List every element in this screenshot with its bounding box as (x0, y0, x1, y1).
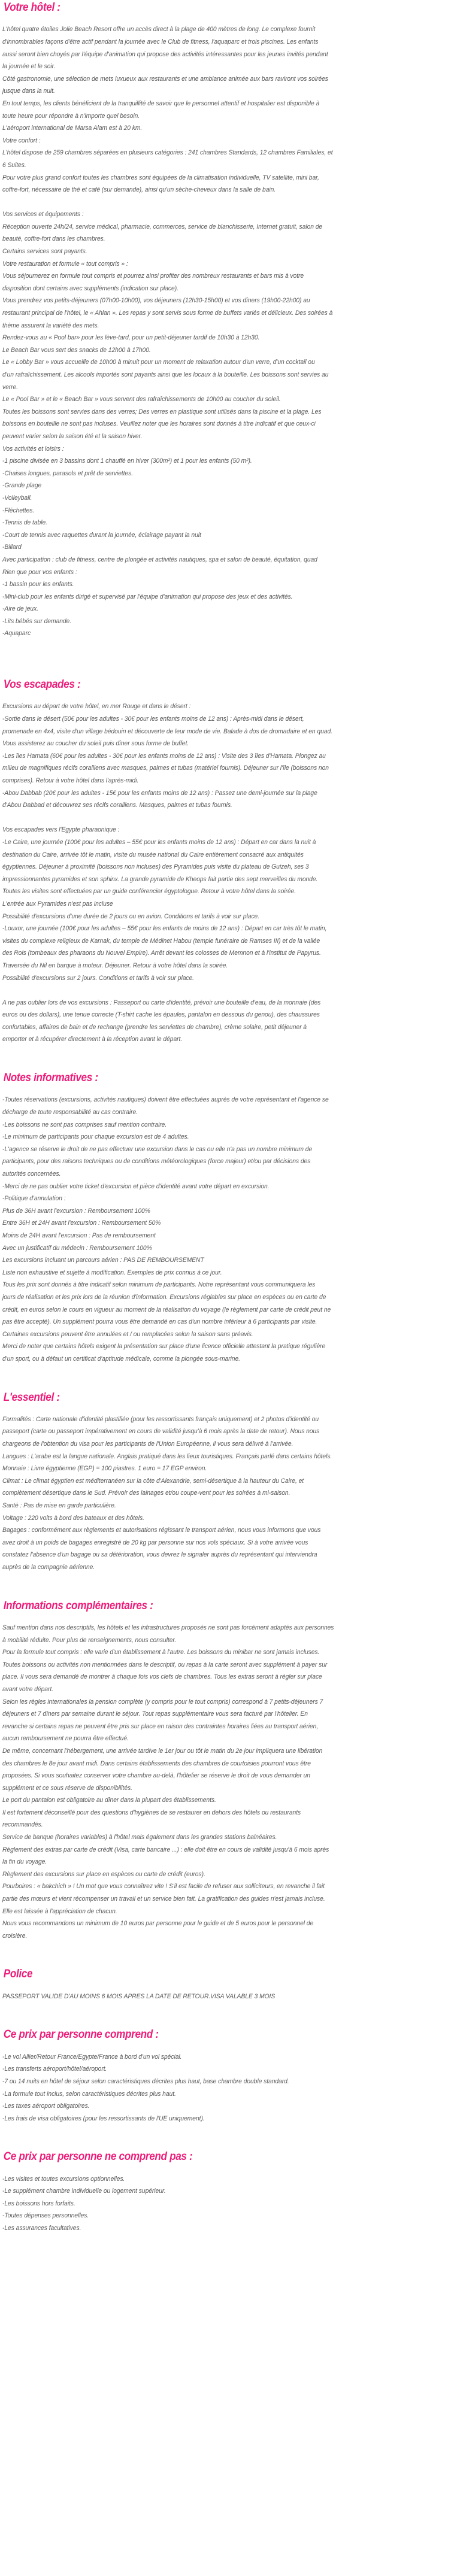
body-line: Règlement des extras par carte de crédit (Visa, carte bancaire ...) : elle doit être en cours de validité jusqu'à 6 mois après (2, 1846, 329, 1853)
body-line: Avec un justificatif du médecin : Remboursement 100% (2, 1244, 152, 1252)
body-line: d'innombrables façons d'être actif pendant la journée avec le Club de fitness, l'aquaparc et trois piscines. Les enfants (2, 38, 319, 45)
body-line: -Volleyball. (2, 494, 32, 502)
section-gap (2, 1574, 452, 1598)
body-line: -Aire de jeux. (2, 605, 39, 613)
body-line: -Les assurances facultatives. (2, 2225, 81, 2232)
body-line: -Le vol Allier/Retour France/Egypte/France à bord d'un vol spécial. (2, 2053, 182, 2061)
body-line: Vous prendrez vos petits-déjeuners (07h00-10h00), vos déjeuners (12h30-15h00) et vos dîners (19h00-22h00) au (2, 297, 310, 305)
section-gap (2, 1366, 452, 1390)
body-line: emporter et à récupérer directement à la réception avant le départ. (2, 1036, 183, 1043)
body-line: Les excursions incluant un parcours aérien : PAS DE REMBOURSEMENT (2, 1257, 204, 1264)
body-line: recommandés. (2, 1821, 43, 1829)
title-spacer (2, 1984, 452, 1991)
section-title-l-essentiel: L'essentiel : (3, 1390, 60, 1404)
body-line: Elle est laissée à l'appréciation de chacun. (2, 1907, 117, 1915)
body-line: Pour la formule tout compris : elle varie d'un établissement à l'autre. Les boissons du minibar ne sont jamais incluses. (2, 1649, 320, 1656)
section-title-vos-escapades: Vos escapades : (3, 678, 81, 691)
body-line: complètement désertique dans le Sud. Prévoir des lainages et/ou coupe-vent pour les soirées à mi-saison. (2, 1489, 290, 1497)
section-gap (2, 640, 452, 677)
body-line: la fin du voyage. (2, 1858, 47, 1866)
body-line: des Rois (tombeaux des pharaons du Nouvel Empire). Arrêt devant les colosses de Memnon et à l'institut de Papyrus. (2, 949, 321, 957)
body-line: Liste non exhaustive et sujette à modification. Exemples de prix connus à ce jour. (2, 1269, 222, 1276)
body-line: aussi seront bien choyés par l'équipe d'animation qui propose des activités intéressantes pour les jeunes invités pendant (2, 50, 328, 58)
body-line: Tous les prix sont donnés à titre indicatif selon minimum de participants. Notre représentant vous communiquera les (2, 1281, 316, 1289)
body-line: d'un rafraîchissement. Les alcools importés sont payants ainsi que les locaux à la bouteille. Les boissons sont servies au (2, 371, 329, 378)
body-line: -Chaises longues, parasols et prêt de serviettes. (2, 469, 134, 477)
body-line: Bagages : conformément aux règlements et autorisations régissant le transport aérien, nous vous informons que vous (2, 1527, 321, 1534)
body-line: décharge de toute responsabilité au cas contraire. (2, 1109, 138, 1116)
body-line: passeport (carte ou passeport impérativement en cours de validité jusqu'à 6 mois après la date de retour). Nous nous (2, 1428, 320, 1436)
title-spacer (2, 2167, 452, 2173)
body-line: place. Il vous sera demandé de montrer à chaque fois vos clefs de chambres. Tous les extras seront à régler sur place (2, 1673, 322, 1681)
body-line: à mobilité réduite. Pour plus de renseignements, nous consulter. (2, 1636, 177, 1644)
body-line: Entre 36H et 24H avant l'excursion : Remboursement 50% (2, 1219, 161, 1227)
title-spacer (2, 694, 452, 700)
body-line: supplément et ce sous réserve de disponibilités. (2, 1784, 132, 1792)
body-line: Monnaie : Livre égyptienne (EGP) = 100 piastres. 1 euro = 17 EGP environ. (2, 1465, 207, 1473)
body-line: -Fléchettes. (2, 506, 35, 514)
body-line: Côté gastronomie, une sélection de mets luxueux aux restaurants et une ambiance animée aux bars raviront vos soirées (2, 75, 328, 83)
body-line: Le Beach Bar vous sert des snacks de 12h00 à 17h00. (2, 346, 151, 354)
body-line: -7 ou 14 nuits en hôtel de séjour selon caractéristiques décrites plus haut, base chambre double standard. (2, 2077, 289, 2085)
body-line: L'aéroport international de Marsa Alam est à 20 km. (2, 125, 143, 132)
body-line: Vous séjournerez en formule tout compris et pourrez ainsi profiter des nombreux restaurants et bars mis à votre (2, 272, 304, 280)
body-line: -Aquaparc (2, 630, 31, 638)
section-title-informations-complementaires: Informations complémentaires : (3, 1598, 153, 1612)
body-line: Certains services sont payants. (2, 248, 87, 256)
body-line: Il est fortement déconseillé pour des questions d'hygiènes de se restaurer en dehors des hôtels ou restaurants (2, 1809, 301, 1816)
section-title-notes-informatives: Notes informatives : (3, 1071, 98, 1085)
body-line: Règlement des excursions sur place en espèces ou carte de crédit (euros). (2, 1870, 205, 1878)
paragraph-break (2, 812, 452, 824)
section-title-ce-prix-comprend: Ce prix par personne comprend : (3, 2028, 159, 2041)
body-line: Langues : L'arabe est la langue nationale. Anglais pratiqué dans les lieux touristiques. Français parlé dans certains hôtels. (2, 1452, 332, 1460)
body-line: -Les boissons hors forfaits. (2, 2199, 75, 2207)
body-line: verre. (2, 383, 19, 391)
section-title-votre-hotel: Votre hôtel : (3, 1, 60, 14)
body-line: restaurant principal de l'hôtel, le « Ahlan ». Les repas y sont servis sous forme de buffets variés et délicieux. Des soirées à (2, 310, 333, 317)
body-line: PASSEPORT VALIDE D'AU MOINS 6 MOIS APRES LA DATE DE RETOUR.VISA VALABLE 3 MOIS (2, 1992, 276, 2000)
title-spacer (2, 1407, 452, 1413)
body-line: comprises). Retour à votre hôtel dans l'après-midi. (2, 777, 139, 784)
body-line: crédit, en euros selon le cours en vigueur au moment de la réalisation du voyage (le règlement par carte de crédit peut ne (2, 1306, 331, 1313)
body-line: destination du Caire, arrivée tôt le matin, visite du musée national du Caire entièrement consacré aux antiquités (2, 851, 304, 858)
body-line: -Tennis de table. (2, 519, 47, 527)
body-line: peuvent varier selon la saison été et la saison hiver. (2, 432, 143, 440)
body-line: d'un sport, ou à défaut un certificat d'aptitude médicale, comme la plongée sous-marine. (2, 1355, 240, 1363)
body-line: Vos services et équipements : (2, 211, 84, 219)
paragraph-break (2, 984, 452, 997)
body-line: Votre restauration et formule « tout compris » : (2, 260, 128, 268)
body-line: partie des mœurs et vient récompenser un travail et un service bien fait. La gratification des guides n'est jamais incluse. (2, 1895, 325, 1903)
body-line: toute heure pour répondre à n'importe quel besoin. (2, 112, 140, 120)
body-line: Excursions au départ de votre hôtel, en mer Rouge et dans le désert : (2, 703, 191, 711)
body-line: boissons en bouteille ne sont pas incluses. Veuillez noter que les horaires sont donnés à titre indicatif et que ceux-ci (2, 420, 316, 428)
section-gap (2, 1046, 452, 1070)
body-line: Toutes les visites sont effectuées par un guide conférencier égyptologue. Retour à votre hôtel dans la soirée. (2, 888, 296, 896)
body-line: proposées. Si vous souhaitez conserver votre chambre au-delà, l'hôtelier se réserve le droit de vous demander un (2, 1772, 311, 1780)
body-line: Nous vous recommandons un minimum de 10 euros par personne pour le guide et de 5 euros pour le personnel de (2, 1920, 314, 1928)
body-line: Service de banque (horaires variables) à l'hôtel mais également dans les grandes stations balnéaires. (2, 1834, 277, 1841)
body-line: -Politique d'annulation : (2, 1195, 66, 1203)
body-line: -Merci de ne pas oublier votre ticket d'excursion et pièce d'identité avant votre départ en excursion. (2, 1182, 270, 1190)
body-line: -Abou Dabbab (20€ pour les adultes - 15€ pour les enfants moins de 12 ans) : Passez une demi-journée sur la plage (2, 789, 317, 797)
body-line: autorités concernées. (2, 1170, 61, 1178)
body-line: avant votre départ. (2, 1685, 53, 1693)
body-line: avez droit à un poids de bagages enregistré de 20 kg par personne sur nos vols spéciaux. Si à votre arrivée vous (2, 1539, 308, 1546)
body-line: -Les frais de visa obligatoires (pour les ressortissants de l'UE uniquement). (2, 2114, 205, 2122)
body-line: Toutes les boissons sont servies dans des verres; Des verres en plastique sont utilisés dans la piscine et la plage. Les (2, 408, 322, 415)
body-line: -La formule tout inclus, selon caractéristiques décrites plus haut. (2, 2090, 176, 2098)
body-line: -Louxor, une journée (100€ pour les adultes – 55€ pour les enfants de moins de 12 ans) : Départ en car très tôt le matin, (2, 925, 327, 933)
body-line: Merci de noter que certains hôtels exigent la présentation sur place d'une licence officielle attestant la pratique régulière (2, 1343, 326, 1351)
title-spacer (2, 2044, 452, 2051)
sections-container (2, 0, 452, 2235)
body-line: Toutes boissons ou activités non mentionnées dans le descriptif, ou repas à la carte seront avec supplément à payer sur (2, 1661, 328, 1668)
body-line: euros ou des dollars), une tenue correcte (T-shirt cache les épaules, pantalon en dessous du genou), des chaussures (2, 1011, 320, 1019)
section-title-police: Police (3, 1967, 33, 1981)
section-title-ce-prix-ne-comprend-pas: Ce prix par personne ne comprend pas : (3, 2150, 193, 2164)
body-line: confortables, affaires de bain et de rechange (prendre les serviettes de chambre), crème solaire, petit déjeuner à (2, 1023, 307, 1031)
paragraph-break (2, 196, 452, 209)
body-line: Climat : Le climat égyptien est méditerranéen sur la côte d'Alexandrie, semi-désertique à la hauteur du Caire, et (2, 1477, 304, 1485)
body-line: -Les transferts aéroport/hôtel/aéroport. (2, 2065, 107, 2073)
body-line: 6 Suites. (2, 161, 26, 169)
body-line: pas être accepté). Un supplément pourra vous être demandé en cas d'un nombre inférieur à 6 participants par visite. (2, 1318, 317, 1326)
body-line: Votre confort : (2, 136, 41, 144)
body-line: Pour votre plus grand confort toutes les chambres sont équipées de la climatisation individuelle, TV satellite, mini bar, (2, 174, 319, 181)
body-line: Traversée du Nil en barque à moteur. Déjeuner. Retour à votre hôtel dans la soirée. (2, 961, 228, 969)
body-line: -1 bassin pour les enfants. (2, 581, 74, 588)
body-line: Moins de 24H avant l'excursion : Pas de remboursement (2, 1231, 156, 1239)
body-line: Le « Lobby Bar » vous accueille de 10h00 à minuit pour un moment de relaxation autour d'un verre, d'un cocktail ou (2, 359, 315, 366)
body-line: Possibilité d'excursions sur 2 jours. Conditions et tarifs à voir sur place. (2, 974, 194, 982)
body-line: -Les visites et toutes excursions optionnelles. (2, 2175, 125, 2183)
body-line: Voltage : 220 volts à bord des bateaux et des hôtels. (2, 1514, 144, 1522)
body-line: Avec participation : club de fitness, centre de plongée et activités nautiques, spa et salon de beauté, équitation, quad (2, 556, 317, 563)
body-line: jours de réalisation et les prix lors de la réunion d'information. Excursions réglables sur place en espèces ou en carte de (2, 1293, 326, 1301)
body-line: -Billard (2, 544, 22, 551)
body-line: Le « Pool Bar » et le « Beach Bar » vous servent des rafraîchissements de 10h00 au coucher du soleil. (2, 396, 281, 403)
body-line: Le port du pantalon est obligatoire au dîner dans la plupart des établissements. (2, 1797, 216, 1804)
body-line: -Les taxes aéroport obligatoires. (2, 2102, 90, 2110)
body-line: Formalités : Carte nationale d'identité plastifiée (pour les ressortissants français uniquement) et 2 photos d'identité ou (2, 1415, 319, 1423)
body-line: Vos escapades vers l'Egypte pharaonique : (2, 826, 120, 834)
body-line: beauté, coffre-fort dans les chambres. (2, 235, 105, 243)
body-line: -Le supplément chambre individuelle ou logement supérieur. (2, 2187, 166, 2195)
body-line: visites du complexe religieux de Karnak, du temple de Médinet Habou (temple funéraire de Ramses III) et de la vallée (2, 937, 320, 945)
body-line: Certaines excursions peuvent être annulées et / ou remplacées selon la saison sans préavis. (2, 1330, 253, 1338)
body-line: disposition dont certains avec suppléments (indication sur place). (2, 284, 178, 292)
body-line: chargeons de l'obtention du visa pour les participants de l'Union Européenne, il vous sera délivré à l'arrivée. (2, 1440, 293, 1448)
body-line: Réception ouverte 24h/24, service médical, pharmacie, commerces, service de blanchisserie, Internet gratuit, salon de (2, 223, 323, 230)
body-line: promenade en 4x4, visite d'un village bédouin et découverte de leur mode de vie. Balade à dos de dromadaire et en quad. (2, 727, 332, 735)
body-line: déjeuners et 7 dîners par semaine durant le séjour. Tout repas supplémentaire vous sera facturé par l'hôtelier. En (2, 1710, 308, 1718)
body-line: d'Abou Dabbad et découvrez ses récifs coralliens. Masques, palmes et tubas fournis. (2, 802, 232, 809)
body-line: croisière. (2, 1932, 28, 1940)
title-spacer (2, 1087, 452, 1094)
body-line: constatez l'absence d'un bagage ou sa détérioration, vous devrez le signaler auprès du représentant qui interviendra (2, 1551, 317, 1559)
body-line: L'hôtel dispose de 259 chambres séparées en plusieurs catégories : 241 chambres Standards, 12 chambres Familiales, et (2, 149, 333, 157)
body-line: égyptiennes. Déjeuner à proximité (boissons non incluses) des Pyramides puis visite du plateau de Guizeh, ses 3 (2, 863, 309, 871)
body-line: A ne pas oublier lors de vos excursions : Passeport ou carte d'identité, prévoir une bouteille d'eau, de la monnaie (des (2, 999, 321, 1006)
body-line: -Toutes réservations (excursions, activités nautiques) doivent être effectuées auprès de votre représentant et l'agence se (2, 1096, 329, 1104)
section-gap (2, 2125, 452, 2149)
body-line: Vos activités et loisirs : (2, 445, 64, 453)
body-line: participants, pour des raisons techniques ou de conditions météorologiques (force majeur) et/ou par décisions des (2, 1158, 311, 1166)
body-line: -Les boissons ne sont pas comprises sauf mention contraire. (2, 1121, 167, 1128)
body-line: Rien que pour vos enfants : (2, 568, 77, 576)
body-line: -Toutes dépenses personnelles. (2, 2212, 89, 2220)
body-line: auprès de la compagnie aérienne. (2, 1564, 95, 1571)
body-line: des chambres le 8e jour avant midi. Dans certains établissements des chambres de courtoisies pourront vous être (2, 1759, 311, 1767)
body-line: L'entrée aux Pyramides n'est pas incluse (2, 900, 113, 908)
body-line: milieu de magnifiques récifs coralliens avec masques, palmes et tubas (matériel fournis). Déjeuner sur l'île (boissons non (2, 764, 329, 772)
body-line: -Grande plage (2, 482, 42, 490)
body-line: -Sortie dans le désert (50€ pour les adultes - 30€ pour les enfants moins de 12 ans) : Après-midi dans le désert, (2, 715, 304, 723)
section-gap (2, 2002, 452, 2027)
body-line: -Lits bébés sur demande. (2, 617, 72, 625)
body-line: Rendez-vous au « Pool bar» pour les lève-tard, pour un petit-déjeuner tardif de 10h30 à 12h30. (2, 334, 260, 342)
title-spacer (2, 1615, 452, 1622)
body-line: -Court de tennis avec raquettes durant la journée, éclairage payant la nuit (2, 531, 201, 539)
body-line: jusque dans la nuit. (2, 87, 55, 95)
body-line: Plus de 36H avant l'excursion : Remboursement 100% (2, 1207, 150, 1215)
body-line: -1 piscine divisée en 3 bassins dont 1 chauffé en hiver (300m²) et 1 pour les enfants (50 m²). (2, 457, 252, 465)
body-line: coffre-fort, nécessaire de thé et café (sur demande), ainsi qu'un sèche-cheveux dans la salle de bain. (2, 186, 276, 194)
body-line: thème assurent la variété des mets. (2, 321, 99, 329)
body-line: En tout temps, les clients bénéficient de la tranquillité de savoir que le personnel attentif et hospitalier est disponible à (2, 99, 320, 107)
body-line: revanche si certains repas ne peuvent être pris sur place en raison des contraintes horaires liées au transport aérien, (2, 1722, 319, 1730)
title-spacer (2, 17, 452, 23)
section-gap (2, 1942, 452, 1967)
body-line: -Mini-club pour les enfants dirigé et supervisé par l'équipe d'animation qui propose des jeux et des activités. (2, 593, 293, 600)
body-line: Santé : Pas de mise en garde particulière. (2, 1502, 116, 1510)
body-line: Vous assisterez au coucher du soleil puis dîner sous forme de buffet. (2, 740, 189, 748)
body-line: Sauf mention dans nos descriptifs, les hôtels et les infrastructures proposés ne sont pas forcément adaptés aux personnes (2, 1624, 334, 1631)
body-line: Possibilité d'excursions d'une durée de 2 jours ou en avion. Conditions et tarifs à voir sur place. (2, 912, 260, 920)
body-line: Selon les règles internationales la pension complète (y compris pour le tout compris) correspond à 7 petits-déjeuners 7 (2, 1698, 323, 1706)
body-line: -Le Caire, une journée (100€ pour les adultes – 55€ pour les enfants moins de 12 ans) : Départ en car dans la nuit à (2, 838, 316, 846)
body-line: L'hôtel quatre étoiles Jolie Beach Resort offre un accès direct à la plage de 400 mètres de long. Le complexe fournit (2, 26, 316, 34)
body-line: De même, concernant l'hébergement, une arrivée tardive le 1er jour ou tôt le matin du 2e jour impliquera une libération (2, 1747, 323, 1755)
body-line: aucun remboursement ne pourra être effectué. (2, 1735, 129, 1743)
body-line: -Les îles Hamata (60€ pour les adultes - 30€ pour les enfants moins de 12 ans) : Visite des 3 îles d'Hamata. Plongez au (2, 752, 326, 760)
body-line: la journée et le soir. (2, 63, 56, 71)
body-line: impressionnantes pyramides et son sphinx. La grande pyramide de Kheops fait partie des sept merveilles du monde. (2, 875, 318, 883)
body-line: -Le minimum de participants pour chaque excursion est de 4 adultes. (2, 1133, 189, 1141)
body-line: Pourboires : « bakchich » ! Un mot que vous connaîtrez vite ! S'il est facile de refuser aux solliciteurs, en revanche il fait (2, 1883, 325, 1891)
body-line: -L'agence se réserve le droit de ne pas effectuer une excursion dans le cas ou elle n'a pas un nombre minimum de (2, 1145, 313, 1153)
